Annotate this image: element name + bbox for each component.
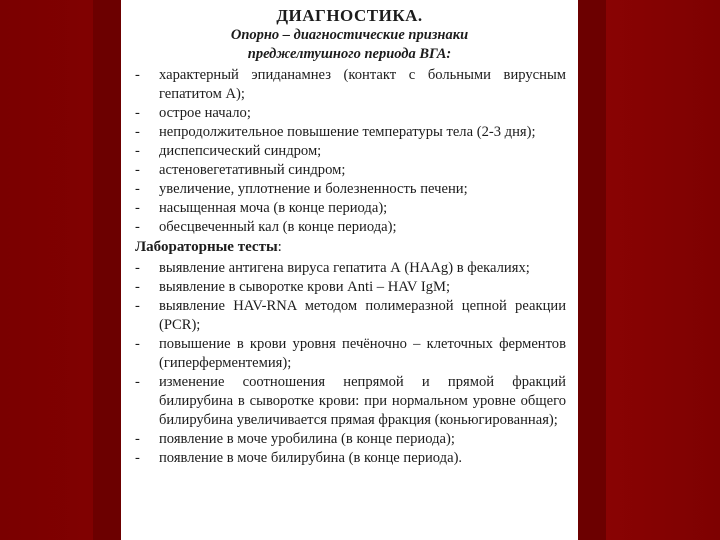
- list-dash: -: [135, 219, 140, 235]
- list-dash: -: [135, 298, 140, 314]
- list-dash: -: [135, 181, 140, 197]
- list-item: [121, 199, 578, 218]
- list-item-text: насыщенная моча (в конце периода);: [159, 200, 388, 216]
- lab-tests-heading: [121, 237, 578, 257]
- left-decorative-strip: [93, 0, 121, 540]
- list-dash: -: [135, 450, 140, 466]
- list-dash: -: [135, 143, 140, 159]
- list-dash: -: [135, 431, 140, 447]
- list-dash: -: [135, 200, 140, 216]
- right-decorative-strip: [578, 0, 606, 540]
- clinical-signs-list: [121, 66, 578, 237]
- list-item: [121, 430, 578, 449]
- lab-tests-colon: :: [277, 239, 282, 255]
- list-item: [121, 123, 578, 142]
- list-item: [121, 259, 578, 278]
- slide-subtitle-line-2: преджелтушного периода ВГА:: [247, 46, 452, 62]
- slide-heading: ДИАГНОСТИКА.: [276, 6, 423, 25]
- lab-tests-list: [121, 259, 578, 468]
- list-item: [121, 373, 578, 430]
- list-item-text: непродолжительное повышение температуры тела (2-3 дня);: [159, 124, 536, 140]
- list-item: [121, 278, 578, 297]
- list-item-text: изменение соотношения непрямой и прямой фракций билирубина в сыворотке крови: при нормальном уровне общего билирубина увеличивается прямая фракция (коньюгированная);: [159, 374, 566, 428]
- list-dash: -: [135, 162, 140, 178]
- list-item: [121, 104, 578, 123]
- list-item: [121, 335, 578, 373]
- slide-subtitle-line-1: Опорно – диагностические признаки: [230, 27, 469, 43]
- list-item-text: увеличение, уплотнение и болезненность печени;: [159, 181, 468, 197]
- slide-page: [121, 0, 578, 540]
- list-item-text: обесцвеченный кал (в конце периода);: [159, 219, 397, 235]
- list-item-text: выявление HAV-RNA методом полимеразной цепной реакции (PCR);: [159, 298, 566, 333]
- list-dash: -: [135, 260, 140, 276]
- list-item-text: характерный эпиданамнез (контакт с больными вирусным гепатитом А);: [159, 67, 566, 102]
- list-dash: -: [135, 105, 140, 121]
- list-dash: -: [135, 279, 140, 295]
- list-item: [121, 297, 578, 335]
- list-item-text: повышение в крови уровня печёночно – клеточных ферментов (гиперферментемия);: [159, 336, 566, 371]
- list-dash: -: [135, 124, 140, 140]
- list-item-text: диспепсический синдром;: [159, 143, 322, 159]
- list-item-text: появление в моче уробилина (в конце периода);: [159, 431, 455, 447]
- list-item: [121, 449, 578, 468]
- list-item-text: острое начало;: [159, 105, 251, 121]
- lab-tests-title: Лабораторные тесты: [135, 239, 278, 255]
- list-item: [121, 218, 578, 237]
- list-item-text: выявление в сыворотке крови Anti – HAV IgM;: [159, 279, 451, 295]
- list-dash: -: [135, 67, 140, 83]
- list-item-text: появление в моче билирубина (в конце периода).: [159, 450, 463, 466]
- list-item: [121, 66, 578, 104]
- list-item: [121, 180, 578, 199]
- list-item: [121, 161, 578, 180]
- list-dash: -: [135, 374, 140, 390]
- list-item-text: выявление антигена вируса гепатита А (HAAg) в фекалиях;: [159, 260, 530, 276]
- list-item: [121, 142, 578, 161]
- list-item-text: астеновегетативный синдром;: [159, 162, 346, 178]
- list-dash: -: [135, 336, 140, 352]
